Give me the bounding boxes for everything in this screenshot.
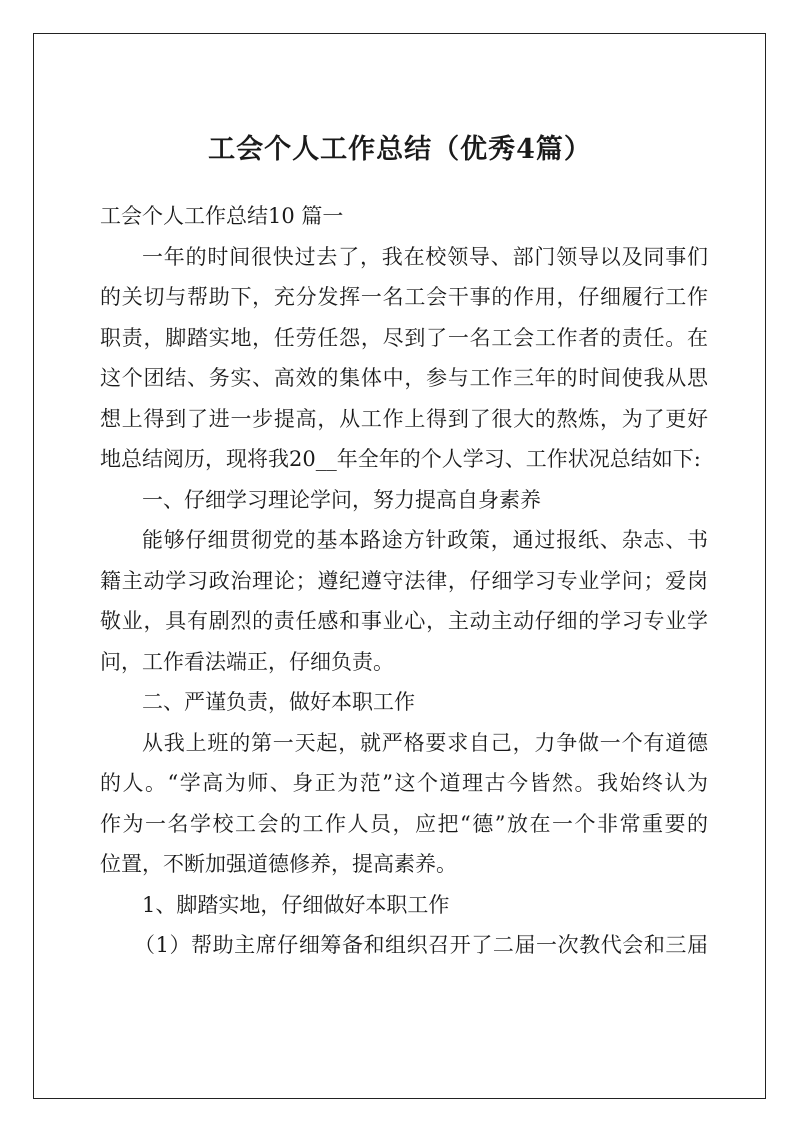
paragraph-line: 的关切与帮助下，充分发挥一名工会干事的作用，仔细履行工作 <box>100 285 708 309</box>
paragraph-line: 想上得到了进一步提高，从工作上得到了很大的熬炼，为了更好 <box>100 406 708 431</box>
section-heading: 一、仔细学习理论学问，努力提高自身素养 <box>142 487 541 512</box>
paragraph-line: 位置，不断加强道德修养，提高素养。 <box>100 852 457 876</box>
paragraph-line: 地总结阅历，现将我20__年全年的个人学习、工作状况总结如下: <box>100 447 701 471</box>
paragraph-line: 这个团结、务实、高效的集体中，参与工作三年的时间使我从思 <box>100 366 708 390</box>
document-body <box>100 196 708 966</box>
section-heading: 二、严谨负责，做好本职工作 <box>142 690 415 714</box>
paragraph-line: 职责，脚踏实地，任劳任怨，尽到了一名工会工作者的责任。在 <box>100 325 708 350</box>
paragraph-line: 一年的时间很快过去了，我在校领导、部门领导以及同事们 <box>142 244 708 269</box>
section-subtitle: 工会个人工作总结10 篇一 <box>100 204 344 228</box>
paragraph-line: 从我上班的第一天起，就严格要求自己，力争做一个有道德 <box>142 730 708 755</box>
subsection-heading: 1、脚踏实地，仔细做好本职工作 <box>142 892 450 917</box>
paragraph-line: 的人。“学高为师、身正为范”这个道理古今皆然。我始终认为 <box>100 771 708 795</box>
document-title: 工会个人工作总结（优秀4篇） <box>208 134 592 165</box>
paragraph-line: （1）帮助主席仔细筹备和组织召开了二届一次教代会和三届 <box>134 933 708 957</box>
paragraph-line: 作为一名学校工会的工作人员，应把“德”放在一个非常重要的 <box>100 811 708 836</box>
paragraph-line: 籍主动学习政治理论；遵纪遵守法律，仔细学习专业学问；爱岗 <box>100 568 708 593</box>
paragraph-line: 问，工作看法端正，仔细负责。 <box>100 649 394 674</box>
paragraph-line: 能够仔细贯彻党的基本路途方针政策，通过报纸、杂志、书 <box>142 528 708 552</box>
paragraph-line: 敬业，具有剧烈的责任感和事业心，主动主动仔细的学习专业学 <box>100 609 708 633</box>
